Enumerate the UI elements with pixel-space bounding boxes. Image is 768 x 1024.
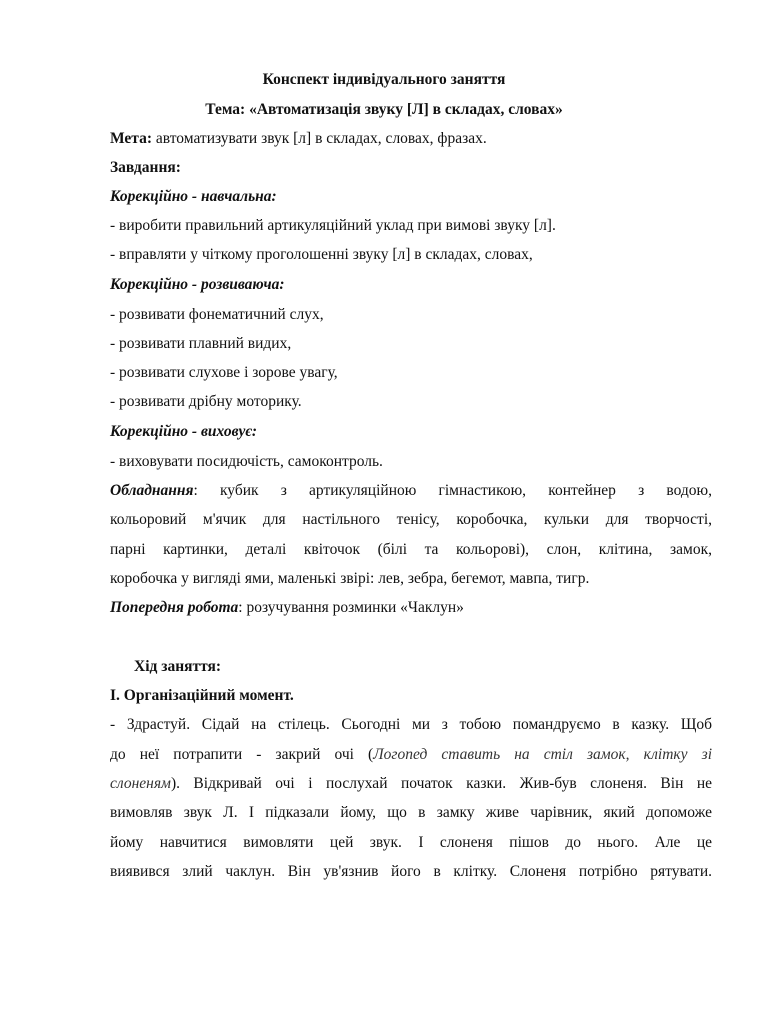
equipment-line: кольоровий м'ячик для настільного тенісу, коробочка, кульки для творчості,	[110, 511, 712, 528]
equipment-line: парні картинки, деталі квіточок (білі та кольорові), слон, клітина, замок,	[110, 541, 712, 558]
list-item: - виробити правильний артикуляційний уклад при вимові звуку [л].	[110, 217, 556, 234]
goal-label: Мета:	[110, 130, 153, 147]
paragraph-text: до неї потрапити - закрий очі (	[110, 746, 374, 763]
lesson-topic: Тема: «Автоматизація звуку [Л] в складах, словах»	[205, 101, 563, 118]
stage-direction: Логопед ставить на стіл замок, клітку зі	[373, 746, 712, 763]
goal-line	[110, 129, 487, 149]
equipment-text: : кубик з артикуляційною гімнастикою, контейнер з водою,	[193, 482, 712, 499]
paragraph-line: вимовляв звук Л. І підказали йому, що в замку живе чарівник, який допоможе	[110, 804, 712, 821]
section-heading: І. Організаційний момент.	[110, 687, 294, 704]
paragraph-line	[110, 745, 712, 765]
list-item: - розвивати слухове і зорове увагу,	[110, 364, 338, 381]
prework-line	[110, 598, 464, 618]
paragraph-text: ). Відкривай очі і послухай початок казки. Жив-був слоненя. Він не	[170, 775, 712, 792]
document-title: Конспект індивідуального заняття	[262, 71, 506, 88]
paragraph-line: йому навчитися вимовляти цей звук. І слоненя пішов до нього. Але це	[110, 834, 712, 851]
paragraph-line: виявився злий чаклун. Він ув'язнив його в клітку. Слоненя потрібно рятувати.	[110, 863, 712, 880]
list-item: - розвивати дрібну моторику.	[110, 393, 302, 410]
paragraph-line	[110, 774, 712, 794]
prework-label: Попередня робота	[110, 599, 239, 616]
paragraph-line: - Здрастуй. Сідай на стілець. Сьогодні ми з тобою помандруємо в казку. Щоб	[110, 716, 712, 733]
equipment-line	[110, 481, 712, 501]
equipment-line: коробочка у вигляді ями, маленькі звірі: лев, зебра, бегемот, мавпа, тигр.	[110, 570, 590, 587]
tasks-heading: Завдання:	[110, 159, 181, 176]
lesson-heading: Хід заняття:	[134, 658, 222, 675]
upbringing-heading: Корекційно - виховує:	[110, 423, 258, 440]
developmental-heading: Корекційно - розвиваюча:	[110, 276, 285, 293]
list-item: - виховувати посидючість, самоконтроль.	[110, 453, 383, 470]
educational-heading: Корекційно - навчальна:	[110, 188, 277, 205]
stage-direction: слоненям	[110, 775, 171, 792]
list-item: - розвивати плавний видих,	[110, 335, 292, 352]
equipment-label: Обладнання	[110, 482, 194, 499]
prework-text: : розучування розминки «Чаклун»	[238, 599, 464, 616]
list-item: - розвивати фонематичний слух,	[110, 306, 324, 323]
list-item: - вправляти у чіткому проголошенні звуку [л] в складах, словах,	[110, 246, 533, 263]
goal-text: автоматизувати звук [л] в складах, словах, фразах.	[152, 130, 487, 147]
